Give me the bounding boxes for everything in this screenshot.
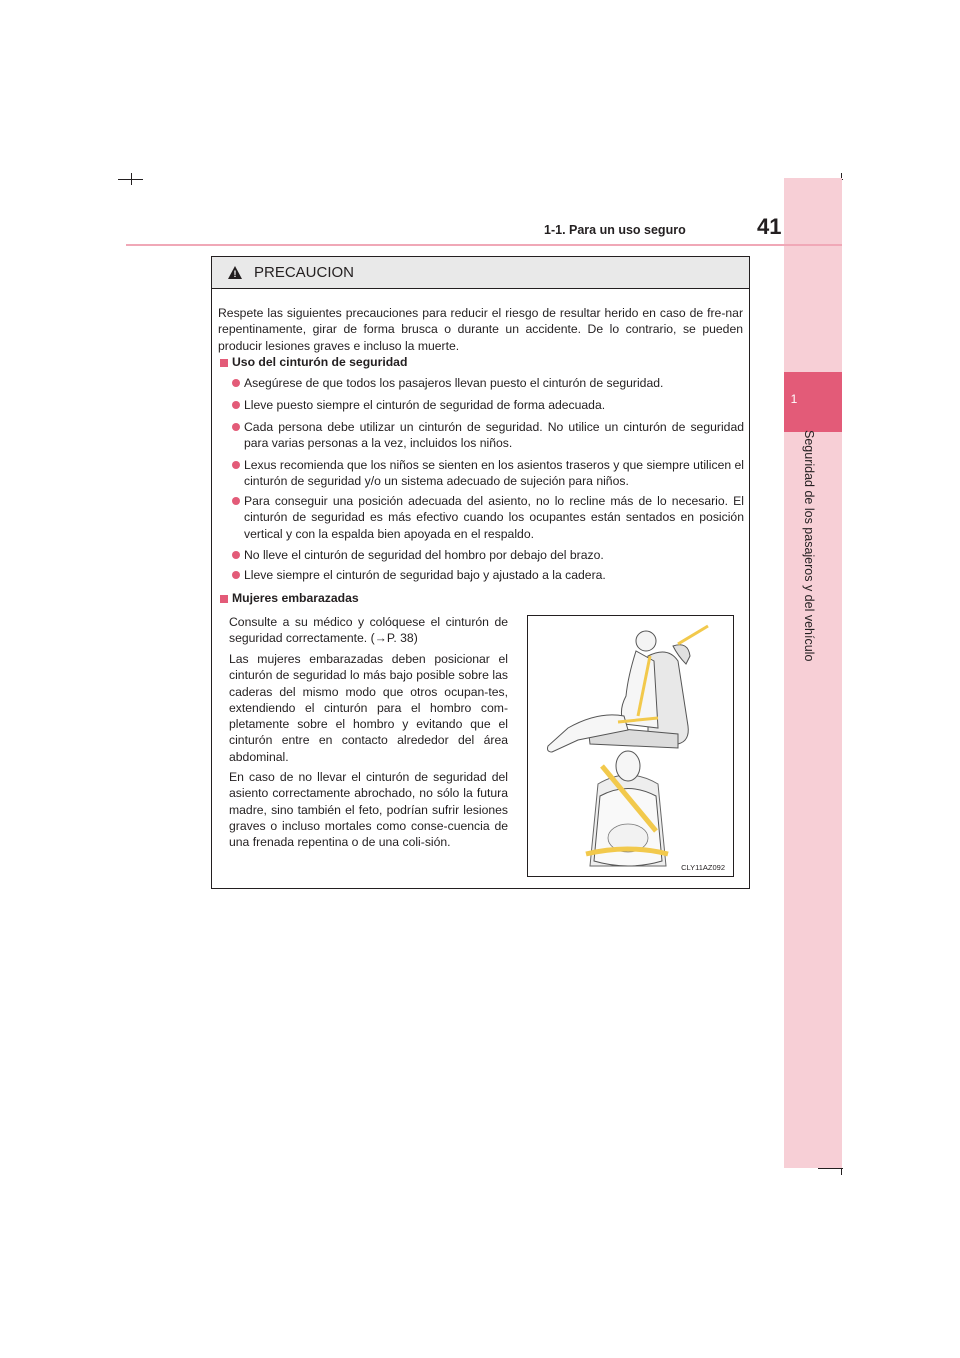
warning-icon-mark: ! (233, 269, 237, 279)
page-number: 41 (757, 214, 782, 239)
section-heading-seatbelt: Uso del cinturón de seguridad (232, 355, 408, 369)
section-title: 1-1. Para un uso seguro (544, 223, 686, 237)
list-item: Asegúrese de que todos los pasajeros llevan puesto el cinturón de seguridad. (244, 376, 664, 390)
caution-header (212, 257, 749, 289)
list-item: Para conseguir una posición adecuada del asiento, no lo recline más de lo necesario. El cinturón de seguridad es más efectivo cuando los ocupantes están sentados en posición vertical y con la espalda bien apoyada en el respaldo. (244, 494, 744, 541)
pregnancy-paragraph: En caso de no llevar el cinturón de seguridad del asiento correctamente abrochado, no sólo la futura madre, sino también el feto, podrían sufrir lesiones graves o incluso mortales como conse-cuencia de una frenada repentina o de una coli-sión. (229, 770, 508, 850)
seatbelt-illustration-svg (528, 616, 733, 876)
section-square-icon (220, 359, 228, 367)
bullet-icon (232, 401, 240, 409)
section-square-icon (220, 595, 228, 603)
list-item: Lexus recomienda que los niños se sienten en los asientos traseros y que siempre utilicen el cinturón de seguridad y/o un sistema adecuado de sujeción para niños. (244, 458, 744, 489)
bullet-icon (232, 497, 240, 505)
chapter-title: Seguridad de los pasajeros y del vehículo (802, 430, 816, 662)
pregnancy-paragraph: Las mujeres embarazadas deben posicionar el cinturón de seguridad lo más bajo posible sobre las caderas del mismo modo que otros ocupan-tes, extendiendo el cinturón para el hombro com-pletamente sobre el hombro y evitando que el cinturón entre en contacto alrededor del área abdominal. (229, 652, 508, 764)
list-item: No lleve el cinturón de seguridad del hombro por debajo del brazo. (244, 548, 604, 562)
caution-box (211, 256, 750, 889)
bullet-icon (232, 571, 240, 579)
chapter-number: 1 (790, 392, 798, 406)
pregnancy-paragraph: Consulte a su médico y colóquese el cinturón de seguridad correctamente. (→P. 38) (229, 615, 508, 646)
bullet-icon (232, 551, 240, 559)
list-item: Cada persona debe utilizar un cinturón de seguridad. No utilice un cinturón de seguridad para varias personas a la vez, incluidos los niños. (244, 420, 744, 451)
list-item: Lleve siempre el cinturón de seguridad bajo y ajustado a la cadera. (244, 568, 606, 582)
bullet-icon (232, 461, 240, 469)
bullet-icon (232, 379, 240, 387)
figure-code: CLY11AZ092 (681, 863, 725, 872)
crop-mark (118, 179, 143, 180)
crop-mark (818, 1168, 843, 1169)
bullet-icon (232, 423, 240, 431)
pregnant-seatbelt-illustration (527, 615, 734, 877)
caution-intro: Respete las siguientes precauciones para reducir el riesgo de resultar herido en caso de fre-nar repentinamente, girar de forma brusca o durante un accidente. De lo contrario, se pueden producir lesiones graves e incluso la muerte. (218, 306, 743, 353)
section-heading-pregnant: Mujeres embarazadas (232, 591, 359, 605)
header-rule (126, 244, 842, 246)
list-item: Lleve puesto siempre el cinturón de seguridad de forma adecuada. (244, 398, 606, 412)
caution-title: PRECAUCION (254, 264, 355, 281)
